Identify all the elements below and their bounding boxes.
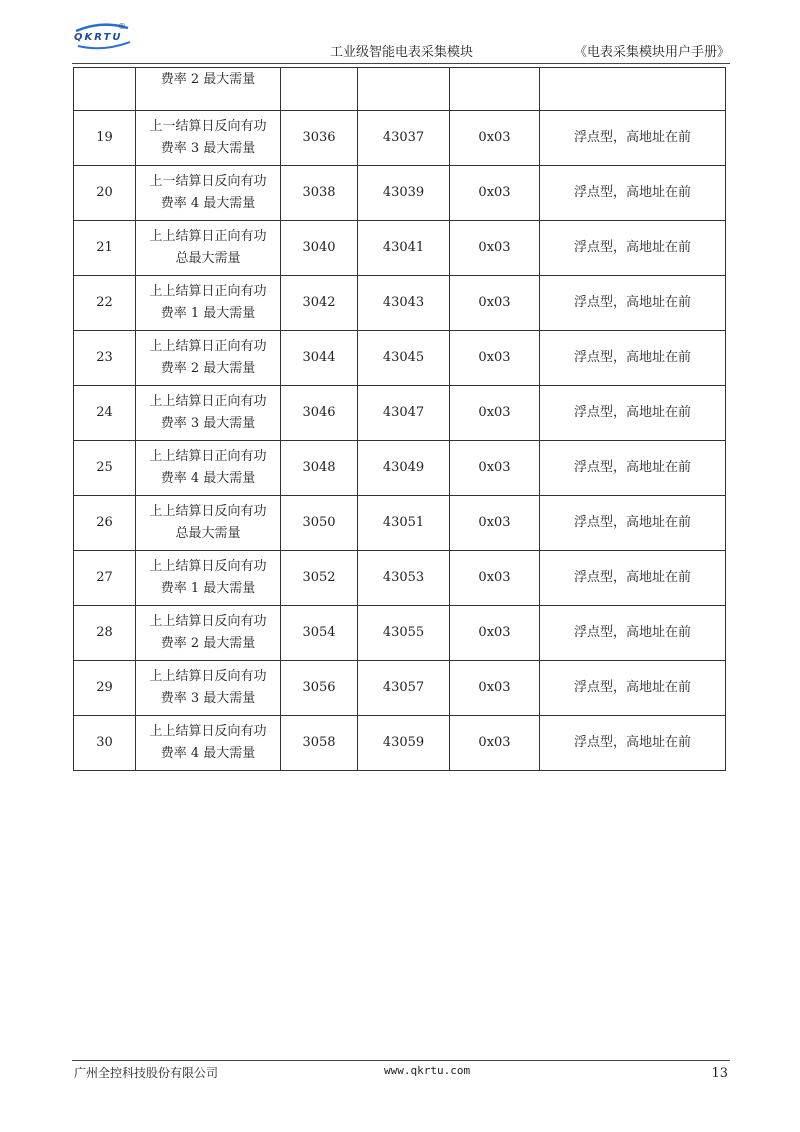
cell-name-line1: 上上结算日正向有功 [149, 229, 267, 244]
cell-type: 浮点型，高地址在前 [540, 386, 726, 441]
cell-reg: 43043 [358, 276, 450, 331]
table-row [74, 276, 726, 331]
cell-name-line2: 费率 4 最大需量 [160, 746, 256, 761]
cell-addr: 3038 [281, 166, 358, 221]
header-title: 工业级智能电表采集模块 [330, 45, 474, 60]
cell-name [136, 661, 281, 716]
cell-name-line1: 上上结算日反向有功 [149, 614, 267, 629]
footer-company: 广州全控科技股份有限公司 [74, 1066, 219, 1080]
cell-type: 浮点型，高地址在前 [540, 606, 726, 661]
company-logo [72, 22, 136, 50]
cell-name-line2: 费率 3 最大需量 [160, 141, 256, 156]
cell-name [136, 551, 281, 606]
cell-name-line2: 费率 4 最大需量 [160, 471, 256, 486]
cell-name-line1: 上一结算日反向有功 [149, 174, 267, 189]
cell-reg: 43049 [358, 441, 450, 496]
cell-reg: 43059 [358, 716, 450, 771]
cell-name-line2: 费率 1 最大需量 [160, 581, 256, 596]
cell-name [136, 441, 281, 496]
table-row [74, 331, 726, 386]
cell-name-line2: 费率 1 最大需量 [160, 306, 256, 321]
cell-reg: 43047 [358, 386, 450, 441]
cell-func: 0x03 [450, 276, 540, 331]
cell-addr: 3044 [281, 331, 358, 386]
cell-no [74, 68, 136, 111]
cell-type: 浮点型，高地址在前 [540, 166, 726, 221]
cell-addr: 3050 [281, 496, 358, 551]
cell-reg: 43051 [358, 496, 450, 551]
cell-name-line1: 上上结算日正向有功 [149, 394, 267, 409]
cell-no: 20 [74, 166, 136, 221]
cell-name [136, 166, 281, 221]
cell-name [136, 111, 281, 166]
cell-name [136, 496, 281, 551]
cell-name-line1: 上上结算日正向有功 [149, 284, 267, 299]
cell-type: 浮点型，高地址在前 [540, 111, 726, 166]
cell-no: 21 [74, 221, 136, 276]
cell-func: 0x03 [450, 331, 540, 386]
cell-func: 0x03 [450, 166, 540, 221]
cell-func [450, 68, 540, 111]
cell-func: 0x03 [450, 551, 540, 606]
header-divider [72, 63, 730, 64]
cell-addr: 3052 [281, 551, 358, 606]
footer-url: www.qkrtu.com [384, 1064, 471, 1077]
cell-name [136, 221, 281, 276]
cell-type: 浮点型，高地址在前 [540, 716, 726, 771]
cell-addr: 3040 [281, 221, 358, 276]
cell-addr: 3054 [281, 606, 358, 661]
logo-text: QKRTU [74, 32, 123, 43]
cell-no: 27 [74, 551, 136, 606]
cell-type: 浮点型，高地址在前 [540, 661, 726, 716]
cell-no: 24 [74, 386, 136, 441]
footer-divider [72, 1060, 730, 1061]
table-row [74, 716, 726, 771]
cell-reg: 43057 [358, 661, 450, 716]
table-row [74, 661, 726, 716]
cell-name [136, 331, 281, 386]
table-row [74, 111, 726, 166]
cell-name-line1: 上上结算日反向有功 [149, 669, 267, 684]
register-table [73, 67, 726, 771]
cell-type: 浮点型，高地址在前 [540, 221, 726, 276]
cell-no: 22 [74, 276, 136, 331]
page-number: 13 [711, 1066, 728, 1081]
cell-reg [358, 68, 450, 111]
cell-name-line1: 上一结算日反向有功 [149, 119, 267, 134]
table-row [74, 496, 726, 551]
cell-reg: 43053 [358, 551, 450, 606]
cell-name-line1: 上上结算日反向有功 [149, 724, 267, 739]
cell-no: 19 [74, 111, 136, 166]
cell-name-line1: 上上结算日正向有功 [149, 339, 267, 354]
cell-addr [281, 68, 358, 111]
cell-func: 0x03 [450, 386, 540, 441]
cell-type: 浮点型，高地址在前 [540, 331, 726, 386]
cell-func: 0x03 [450, 221, 540, 276]
cell-reg: 43045 [358, 331, 450, 386]
cell-addr: 3048 [281, 441, 358, 496]
cell-addr: 3058 [281, 716, 358, 771]
cell-name-line2: 费率 2 最大需量 [160, 636, 256, 651]
cell-addr: 3056 [281, 661, 358, 716]
cell-name-line1: 上上结算日反向有功 [149, 559, 267, 574]
cell-name-line2: 费率 2 最大需量 [160, 361, 256, 376]
cell-func: 0x03 [450, 496, 540, 551]
cell-no: 26 [74, 496, 136, 551]
cell-addr: 3046 [281, 386, 358, 441]
cell-addr: 3036 [281, 111, 358, 166]
table-row [74, 221, 726, 276]
cell-name [136, 276, 281, 331]
header-manual-title: 《电表采集模块用户手册》 [573, 45, 730, 60]
cell-no: 28 [74, 606, 136, 661]
table-row [74, 68, 726, 111]
cell-no: 23 [74, 331, 136, 386]
cell-type: 浮点型，高地址在前 [540, 276, 726, 331]
table-row [74, 441, 726, 496]
cell-no: 30 [74, 716, 136, 771]
table-row [74, 386, 726, 441]
table-row [74, 606, 726, 661]
registered-mark: ® [118, 22, 126, 31]
cell-func: 0x03 [450, 111, 540, 166]
cell-name-line2: 费率 3 最大需量 [160, 691, 256, 706]
cell-name-line2: 费率 2 最大需量 [160, 72, 256, 87]
cell-reg: 43037 [358, 111, 450, 166]
cell-func: 0x03 [450, 606, 540, 661]
cell-name-line1: 上上结算日反向有功 [149, 504, 267, 519]
cell-type: 浮点型，高地址在前 [540, 441, 726, 496]
table-row [74, 166, 726, 221]
cell-addr: 3042 [281, 276, 358, 331]
cell-reg: 43041 [358, 221, 450, 276]
cell-name-line2: 费率 4 最大需量 [160, 196, 256, 211]
cell-reg: 43055 [358, 606, 450, 661]
cell-type: 浮点型，高地址在前 [540, 551, 726, 606]
cell-func: 0x03 [450, 441, 540, 496]
cell-type [540, 68, 726, 111]
cell-type: 浮点型，高地址在前 [540, 496, 726, 551]
cell-no: 29 [74, 661, 136, 716]
cell-name [136, 716, 281, 771]
cell-reg: 43039 [358, 166, 450, 221]
cell-name [136, 386, 281, 441]
cell-name-line2: 总最大需量 [175, 526, 241, 541]
cell-func: 0x03 [450, 661, 540, 716]
cell-name-line1: 上上结算日正向有功 [149, 449, 267, 464]
cell-no: 25 [74, 441, 136, 496]
table-row [74, 551, 726, 606]
cell-name [136, 68, 281, 111]
cell-name-line2: 费率 3 最大需量 [160, 416, 256, 431]
cell-func: 0x03 [450, 716, 540, 771]
cell-name [136, 606, 281, 661]
cell-name-line2: 总最大需量 [175, 251, 241, 266]
